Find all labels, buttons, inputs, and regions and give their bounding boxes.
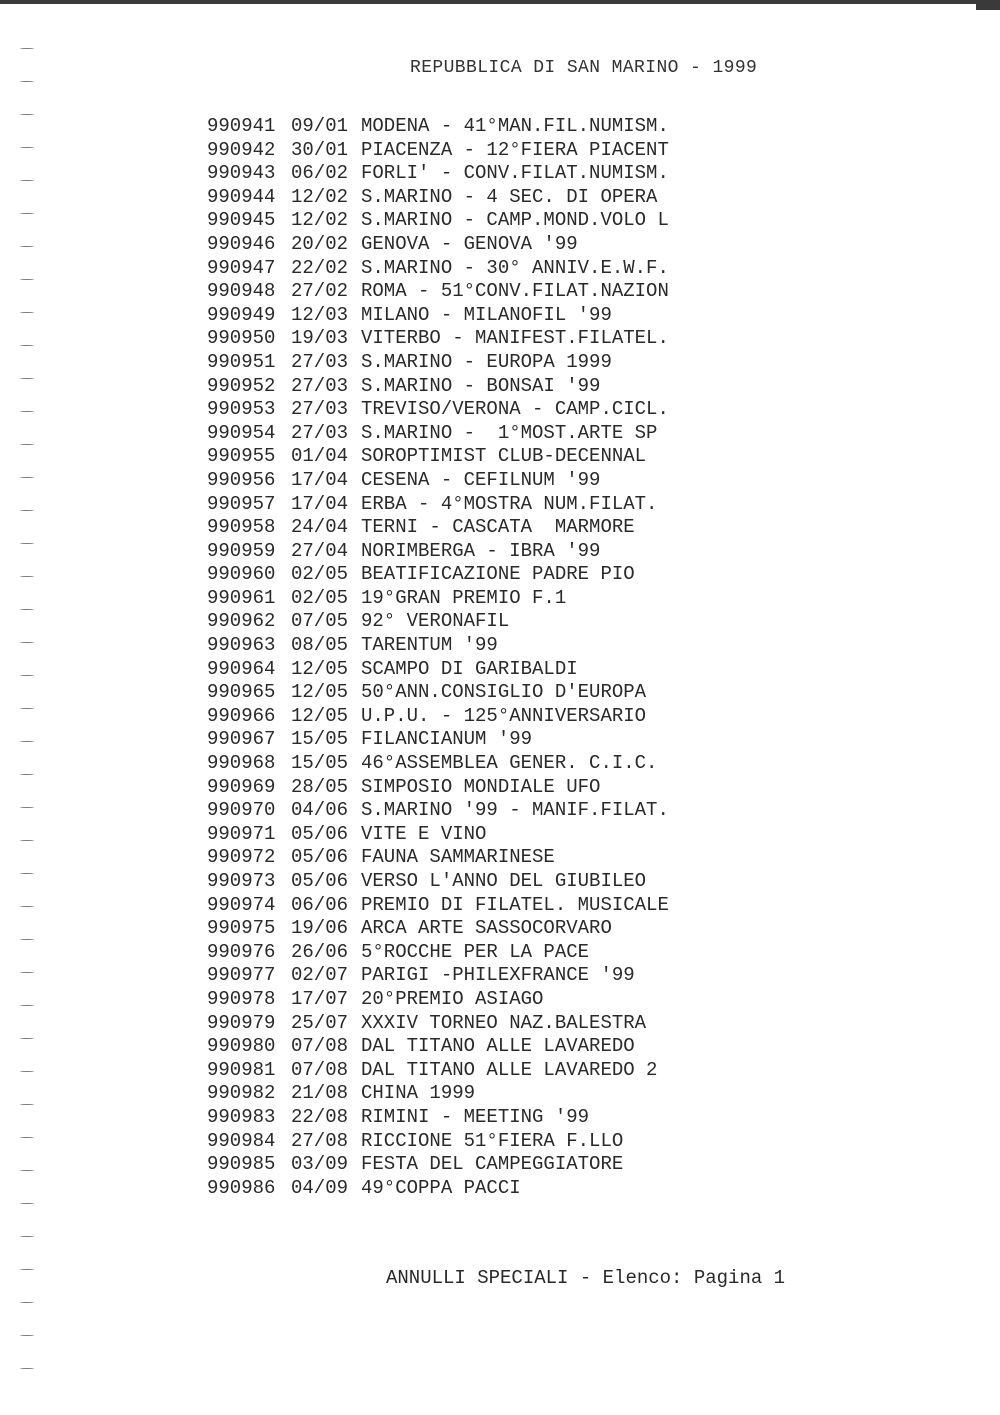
- binding-mark: [20, 444, 34, 445]
- entry-code: 990957: [207, 492, 276, 515]
- entry-event: 92° VERONAFIL: [361, 610, 510, 633]
- list-item: [207, 115, 669, 139]
- list-item: [207, 398, 669, 422]
- list-item: [207, 280, 669, 304]
- entry-code: 990958: [207, 516, 276, 539]
- entry-event: RICCIONE 51°FIERA F.LLO: [361, 1129, 624, 1152]
- entry-event: 49°COPPA PACCI: [361, 1176, 521, 1199]
- entry-date: 07/05: [291, 610, 349, 633]
- entry-event: PREMIO DI FILATEL. MUSICALE: [361, 893, 669, 916]
- entry-event: U.P.U. - 125°ANNIVERSARIO: [361, 704, 647, 727]
- list-item: [207, 1177, 669, 1201]
- binding-mark: [20, 81, 34, 82]
- list-item: [207, 728, 669, 752]
- binding-mark: [20, 543, 34, 544]
- entry-code: 990972: [207, 846, 276, 869]
- list-item: [207, 964, 669, 988]
- binding-mark: [20, 675, 34, 676]
- binding-mark: [20, 1071, 34, 1072]
- entry-event: S.MARINO - 30° ANNIV.E.W.F.: [361, 256, 669, 279]
- entry-event: 50°ANN.CONSIGLIO D'EUROPA: [361, 681, 647, 704]
- entry-date: 03/09: [291, 1153, 349, 1176]
- list-item: [207, 1059, 669, 1083]
- list-item: [207, 327, 669, 351]
- binding-mark: [20, 180, 34, 181]
- entry-date: 05/06: [291, 846, 349, 869]
- entry-code: 990960: [207, 563, 276, 586]
- binding-mark: [20, 708, 34, 709]
- list-item: [207, 422, 669, 446]
- list-item: [207, 445, 669, 469]
- list-item: [207, 563, 669, 587]
- entry-code: 990942: [207, 138, 276, 161]
- entry-date: 22/02: [291, 256, 349, 279]
- binding-mark: [20, 114, 34, 115]
- entry-date: 27/03: [291, 398, 349, 421]
- entry-date: 22/08: [291, 1105, 349, 1128]
- entry-date: 09/01: [291, 115, 349, 137]
- list-item: [207, 752, 669, 776]
- entry-code: 990961: [207, 586, 276, 609]
- entry-code: 990962: [207, 610, 276, 633]
- list-item: [207, 1130, 669, 1154]
- entry-event: S.MARINO '99 - MANIF.FILAT.: [361, 799, 669, 822]
- entry-event: NORIMBERGA - IBRA '99: [361, 539, 601, 562]
- binding-mark: [20, 939, 34, 940]
- list-item: [207, 587, 669, 611]
- entry-event: S.MARINO - CAMP.MOND.VOLO L: [361, 209, 669, 232]
- entry-event: RIMINI - MEETING '99: [361, 1105, 590, 1128]
- entry-date: 07/08: [291, 1035, 349, 1058]
- binding-mark: [20, 972, 34, 973]
- entry-code: 990965: [207, 681, 276, 704]
- entry-event: BEATIFICAZIONE PADRE PIO: [361, 563, 635, 586]
- binding-mark: [20, 807, 34, 808]
- entry-code: 990970: [207, 799, 276, 822]
- entry-code: 990956: [207, 468, 276, 491]
- entry-date: 08/05: [291, 634, 349, 657]
- entry-date: 27/03: [291, 421, 349, 444]
- entry-code: 990968: [207, 752, 276, 775]
- binding-mark: [20, 1170, 34, 1171]
- entry-date: 01/04: [291, 445, 349, 468]
- list-item: [207, 705, 669, 729]
- entry-code: 990952: [207, 374, 276, 397]
- list-item: [207, 799, 669, 823]
- entry-code: 990947: [207, 256, 276, 279]
- binding-mark: [20, 873, 34, 874]
- entry-code: 990978: [207, 987, 276, 1010]
- binding-mark: [20, 1203, 34, 1204]
- list-item: [207, 233, 669, 257]
- entry-event: DAL TITANO ALLE LAVAREDO: [361, 1035, 635, 1058]
- entry-date: 27/03: [291, 374, 349, 397]
- list-item: [207, 988, 669, 1012]
- entry-date: 17/04: [291, 492, 349, 515]
- binding-mark: [20, 1236, 34, 1237]
- binding-mark: [20, 510, 34, 511]
- entry-code: 990969: [207, 775, 276, 798]
- list-item: [207, 139, 669, 163]
- entry-code: 990950: [207, 327, 276, 350]
- entry-code: 990980: [207, 1035, 276, 1058]
- entry-code: 990954: [207, 421, 276, 444]
- entry-code: 990953: [207, 398, 276, 421]
- list-item: [207, 209, 669, 233]
- entry-event: ERBA - 4°MOSTRA NUM.FILAT.: [361, 492, 658, 515]
- entry-date: 07/08: [291, 1058, 349, 1081]
- entry-date: 12/02: [291, 185, 349, 208]
- list-item: [207, 610, 669, 634]
- entry-date: 02/07: [291, 964, 349, 987]
- entry-code: 990944: [207, 185, 276, 208]
- list-item: [207, 846, 669, 870]
- entry-code: 990941: [207, 115, 276, 137]
- entry-code: 990974: [207, 893, 276, 916]
- entry-code: 990986: [207, 1176, 276, 1199]
- entry-code: 990959: [207, 539, 276, 562]
- binding-hole-marks: [20, 0, 40, 1415]
- list-item: [207, 776, 669, 800]
- binding-mark: [20, 147, 34, 148]
- entry-event: FAUNA SAMMARINESE: [361, 846, 555, 869]
- entry-date: 12/02: [291, 209, 349, 232]
- entry-date: 19/03: [291, 327, 349, 350]
- binding-mark: [20, 1368, 34, 1369]
- entry-code: 990955: [207, 445, 276, 468]
- entry-event: 5°ROCCHE PER LA PACE: [361, 940, 590, 963]
- list-item: [207, 162, 669, 186]
- entry-event: TREVISO/VERONA - CAMP.CICL.: [361, 398, 669, 421]
- list-item: [207, 516, 669, 540]
- entry-date: 17/04: [291, 468, 349, 491]
- entry-code: 990967: [207, 728, 276, 751]
- entry-code: 990946: [207, 232, 276, 255]
- list-item: [207, 941, 669, 965]
- list-item: [207, 540, 669, 564]
- binding-mark: [20, 741, 34, 742]
- entry-event: S.MARINO - EUROPA 1999: [361, 350, 612, 373]
- entry-event: VERSO L'ANNO DEL GIUBILEO: [361, 870, 647, 892]
- entry-event: FESTA DEL CAMPEGGIATORE: [361, 1153, 624, 1176]
- binding-mark: [20, 1038, 34, 1039]
- page-title: REPUBBLICA DI SAN MARINO - 1999: [410, 58, 758, 78]
- entry-code: 990973: [207, 870, 276, 892]
- entry-event: FORLI' - CONV.FILAT.NUMISM.: [361, 162, 669, 185]
- entry-event: SOROPTIMIST CLUB-DECENNAL: [361, 445, 647, 468]
- entry-date: 12/05: [291, 657, 349, 680]
- entry-code: 990971: [207, 822, 276, 845]
- list-item: [207, 469, 669, 493]
- entry-date: 26/06: [291, 940, 349, 963]
- entry-date: 02/05: [291, 563, 349, 586]
- binding-mark: [20, 906, 34, 907]
- entry-code: 990975: [207, 917, 276, 940]
- entry-date: 12/03: [291, 303, 349, 326]
- binding-mark: [20, 609, 34, 610]
- entry-code: 990945: [207, 209, 276, 232]
- list-item: [207, 658, 669, 682]
- list-item: [207, 351, 669, 375]
- list-item: [207, 375, 669, 399]
- list-item: [207, 1082, 669, 1106]
- entry-date: 27/02: [291, 280, 349, 303]
- entry-date: 17/07: [291, 987, 349, 1010]
- entry-event: S.MARINO - 4 SEC. DI OPERA: [361, 185, 658, 208]
- binding-mark: [20, 312, 34, 313]
- binding-mark: [20, 774, 34, 775]
- entry-code: 990951: [207, 350, 276, 373]
- entry-event: FILANCIANUM '99: [361, 728, 533, 751]
- entry-date: 25/07: [291, 1011, 349, 1034]
- binding-mark: [20, 840, 34, 841]
- entry-code: 990963: [207, 634, 276, 657]
- entry-date: 02/05: [291, 586, 349, 609]
- entry-date: 12/05: [291, 704, 349, 727]
- entry-date: 15/05: [291, 752, 349, 775]
- scan-top-edge: [0, 0, 1000, 4]
- entry-date: 05/06: [291, 822, 349, 845]
- binding-mark: [20, 576, 34, 577]
- entry-code: 990984: [207, 1129, 276, 1152]
- binding-mark: [20, 1269, 34, 1270]
- entry-code: 990948: [207, 280, 276, 303]
- list-item: [207, 917, 669, 941]
- list-item: [207, 894, 669, 918]
- list-item: [207, 1035, 669, 1059]
- list-item: [207, 823, 669, 847]
- binding-mark: [20, 378, 34, 379]
- entry-date: 06/06: [291, 893, 349, 916]
- binding-mark: [20, 345, 34, 346]
- scan-corner-shadow: [976, 4, 1000, 10]
- entry-event: S.MARINO - BONSAI '99: [361, 374, 601, 397]
- entry-event: 20°PREMIO ASIAGO: [361, 987, 544, 1010]
- binding-mark: [20, 642, 34, 643]
- entry-event: MILANO - MILANOFIL '99: [361, 303, 612, 326]
- entry-date: 05/06: [291, 870, 349, 892]
- binding-mark: [20, 411, 34, 412]
- entry-code: 990964: [207, 657, 276, 680]
- entry-event: CESENA - CEFILNUM '99: [361, 468, 601, 491]
- entry-code: 990979: [207, 1011, 276, 1034]
- entry-date: 27/03: [291, 350, 349, 373]
- entry-date: 12/05: [291, 681, 349, 704]
- entry-date: 19/06: [291, 917, 349, 940]
- entry-event: PIACENZA - 12°FIERA PIACENT: [361, 138, 669, 161]
- entry-event: ROMA - 51°CONV.FILAT.NAZION: [361, 280, 669, 303]
- entry-date: 28/05: [291, 775, 349, 798]
- entry-event: VITE E VINO: [361, 822, 487, 845]
- list-item: [207, 870, 669, 894]
- list-item: [207, 1012, 669, 1036]
- annulli-list: [207, 115, 669, 1200]
- entry-date: 04/06: [291, 799, 349, 822]
- entry-event: S.MARINO - 1°MOST.ARTE SP: [361, 421, 658, 444]
- list-item: [207, 1153, 669, 1177]
- entry-date: 21/08: [291, 1082, 349, 1105]
- binding-mark: [20, 1335, 34, 1336]
- entry-code: 990976: [207, 940, 276, 963]
- entry-date: 06/02: [291, 162, 349, 185]
- list-item: [207, 186, 669, 210]
- list-item: [207, 1106, 669, 1130]
- binding-mark: [20, 1104, 34, 1105]
- binding-mark: [20, 48, 34, 49]
- entry-code: 990985: [207, 1153, 276, 1176]
- list-item: [207, 681, 669, 705]
- entry-code: 990983: [207, 1105, 276, 1128]
- page-footer: ANNULLI SPECIALI - Elenco: Pagina 1: [386, 1267, 786, 1289]
- entry-code: 990966: [207, 704, 276, 727]
- entry-event: 46°ASSEMBLEA GENER. C.I.C.: [361, 752, 658, 775]
- entry-date: 24/04: [291, 516, 349, 539]
- entry-event: 19°GRAN PREMIO F.1: [361, 586, 567, 609]
- entry-event: ARCA ARTE SASSOCORVARO: [361, 917, 612, 940]
- binding-mark: [20, 246, 34, 247]
- entry-date: 30/01: [291, 138, 349, 161]
- list-item: [207, 493, 669, 517]
- list-item: [207, 257, 669, 281]
- entry-code: 990977: [207, 964, 276, 987]
- binding-mark: [20, 1005, 34, 1006]
- entry-event: TERNI - CASCATA MARMORE: [361, 516, 635, 539]
- binding-mark: [20, 1302, 34, 1303]
- entry-event: GENOVA - GENOVA '99: [361, 232, 578, 255]
- binding-mark: [20, 279, 34, 280]
- binding-mark: [20, 477, 34, 478]
- list-item: [207, 634, 669, 658]
- entry-code: 990949: [207, 303, 276, 326]
- entry-date: 20/02: [291, 232, 349, 255]
- entry-date: 27/04: [291, 539, 349, 562]
- entry-code: 990982: [207, 1082, 276, 1105]
- entry-event: MODENA - 41°MAN.FIL.NUMISM.: [361, 115, 669, 137]
- entry-event: VITERBO - MANIFEST.FILATEL.: [361, 327, 669, 350]
- entry-date: 04/09: [291, 1176, 349, 1199]
- binding-mark: [20, 1137, 34, 1138]
- entry-event: TARENTUM '99: [361, 634, 498, 657]
- entry-event: DAL TITANO ALLE LAVAREDO 2: [361, 1058, 658, 1081]
- entry-code: 990943: [207, 162, 276, 185]
- entry-event: CHINA 1999: [361, 1082, 476, 1105]
- list-item: [207, 304, 669, 328]
- entry-date: 15/05: [291, 728, 349, 751]
- entry-event: XXXIV TORNEO NAZ.BALESTRA: [361, 1011, 647, 1034]
- binding-mark: [20, 213, 34, 214]
- entry-event: PARIGI -PHILEXFRANCE '99: [361, 964, 635, 987]
- entry-event: SCAMPO DI GARIBALDI: [361, 657, 578, 680]
- entry-event: SIMPOSIO MONDIALE UFO: [361, 775, 601, 798]
- entry-code: 990981: [207, 1058, 276, 1081]
- entry-date: 27/08: [291, 1129, 349, 1152]
